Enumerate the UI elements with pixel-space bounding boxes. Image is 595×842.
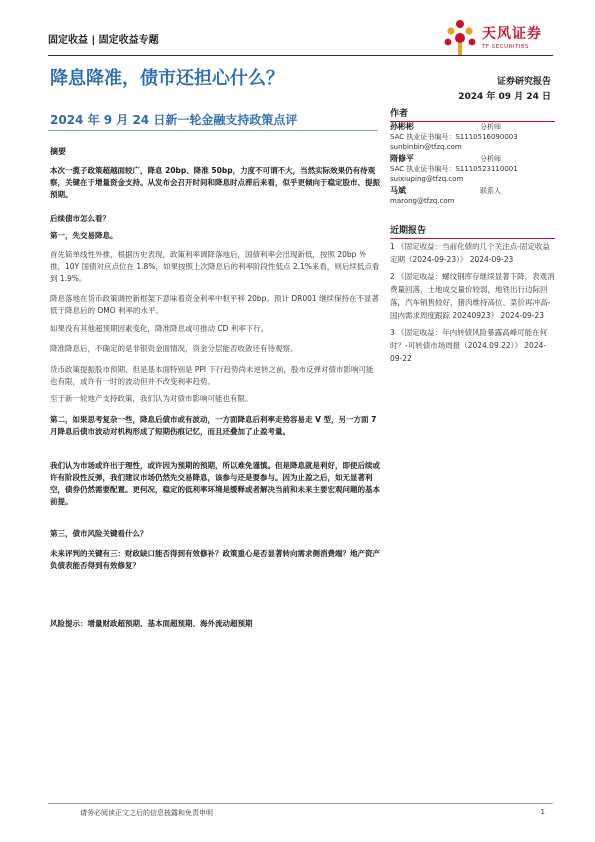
company-logo bbox=[442, 14, 552, 60]
logo-mark-icon bbox=[442, 18, 478, 58]
page-title: 降息降准，债市还担心什么？ bbox=[50, 68, 284, 89]
recent-report-item[interactable]: 2 《固定收益：螺纹钢库存继续显著下降，表观消费量回落，土地成交量价较弱，地铁出行边际回落，汽车销售较好，猪肉维持高位、菜价再冲高-国内需求周度跟踪 20240923》 2024-09-23 bbox=[390, 272, 555, 320]
author-email[interactable]: marong@tfzq.com bbox=[390, 197, 455, 205]
paragraph-property-policy: 至于新一轮地产支持政策，我们认为对债市影响可能也有限。 bbox=[50, 394, 253, 403]
paragraph-funding-rate: 降息落地在货币政策调控新框架下意味着资金利率中枢平移 20bp。预计 DR001 继续保持在不显著低于降息后的 OMO 利率的水平。 bbox=[50, 294, 380, 315]
author-role: 分析师 bbox=[480, 123, 501, 131]
paragraph-view: 我们认为市场或许出于理性，或许因为预期的预期，所以难免谨慎。但是降息就是利好，即使后续或许有阶段性反弹，我们建议市场仍然先交易降息，该参与还是要参与。因为止盈之后，如无显著利空，债券仍然需要配置。更何况，稳定的低利率环境是缓释或者解决当前和未来主要宏观问题的基本前提。 bbox=[50, 461, 380, 506]
paragraph-non-bank: 降准降息后，不确定的是非银资金面情况，资金分层能否收敛还有待观察。 bbox=[50, 344, 298, 353]
question-outlook: 后续债市怎么看？ bbox=[50, 214, 110, 223]
paragraph-second-point: 第二，如果思考复杂一些，降息后债市或有波动，一方面降息后利率走势容易走 V 型，另一方面 7 月降息后债市波动对机构形成了短期伤痕记忆，而且还叠加了止盈考量。 bbox=[50, 415, 377, 436]
logo-subtitle: TF SECURITIES bbox=[482, 44, 529, 50]
author-email[interactable]: suixiuping@tfzq.com bbox=[390, 175, 464, 183]
paragraph-rate-extrapolation: 首先简单线性外推，根据历史表现，政策利率调降落地后，国债利率会出现新低，按照 20bp 外推，10Y 国债对应点位在 1.8%，如果按照上次降息后的利率阶段性低点 2.1%来看，则后续低点看到 1.9%。 bbox=[50, 250, 380, 283]
author-card bbox=[390, 154, 555, 184]
recent-report-item[interactable]: 3 《固定收益：年内转债风险暴露高峰可能在何时？-可转债市场周报（2024.09.22）》 2024-09-22 bbox=[390, 328, 548, 363]
summary-heading: 摘要 bbox=[50, 147, 66, 156]
recent-report-item[interactable]: 1 《固定收益：当前化债的几个关注点-固定收益定期（2024-09-23）》 2024-09-23 bbox=[390, 242, 550, 264]
section-third-heading: 第三，债市风险关键看什么？ bbox=[50, 529, 148, 538]
author-role: 联系人 bbox=[480, 187, 501, 195]
authors-heading: 作者 bbox=[390, 106, 555, 122]
risk-warning: 风险提示：增量财政超预期、基本面超预期、海外流动超预期 bbox=[50, 619, 253, 628]
logo-name: 天风证券 bbox=[482, 26, 542, 42]
paragraph-key-factors: 未来评判的关键有三：财政缺口能否得到有效修补？政策重心是否显著转向需求侧消费端？地产资产负债表能否得到有效修复？ bbox=[50, 549, 380, 570]
author-name: 孙彬彬 bbox=[390, 122, 414, 131]
author-cert: SAC 执业证书编号：S1110523110001 bbox=[390, 165, 518, 173]
recent-reports-heading: 近期报告 bbox=[390, 223, 555, 239]
author-card bbox=[390, 186, 555, 206]
page-number: 1 bbox=[540, 808, 545, 816]
author-name: 马斌 bbox=[390, 186, 406, 195]
recent-reports-list bbox=[390, 240, 555, 369]
author-email[interactable]: sunbinbin@tfzq.com bbox=[390, 143, 462, 151]
author-role: 分析师 bbox=[480, 155, 501, 163]
report-type: 证券研究报告 bbox=[496, 77, 551, 87]
author-name: 隋修平 bbox=[390, 154, 414, 163]
header-divider bbox=[48, 55, 553, 56]
paragraph-equity-impact: 货币政策提振股市预期、但是基本面特别是 PPI 下行趋势尚未逆转之前，股市反弹对债市影响可能也有限，或许有一时的波动但并不改变利率趋势。 bbox=[50, 365, 374, 386]
footer-divider bbox=[48, 803, 553, 804]
header-category: 固定收益 | 固定收益专题 bbox=[48, 35, 159, 46]
report-date: 2024 年 09 月 24 日 bbox=[458, 92, 551, 102]
subtitle-divider bbox=[48, 130, 378, 131]
paragraph-cd-rate: 如果没有其他超预期因素变化，降准降息或可推动 CD 利率下行。 bbox=[50, 324, 269, 333]
summary-text: 本次一揽子政策超越面较广，降息 20bp、降准 50bp，力度不可谓不大，当然实际效果仍有待观察，关键在于增量资金支持。从发布会召开时间和降息时点滞后来看，似乎更倾向于稳定股市、提振预期。 bbox=[50, 166, 380, 199]
author-card bbox=[390, 122, 555, 152]
author-cert: SAC 执业证书编号：S1110516090003 bbox=[390, 133, 518, 141]
page-subtitle: 2024 年 9 月 24 日新一轮金融支持政策点评 bbox=[50, 113, 298, 127]
footer-disclaimer[interactable]: 请务必阅读正文之后的信息披露和免责申明 bbox=[80, 809, 213, 817]
section-first-heading: 第一，先交易降息。 bbox=[50, 231, 118, 240]
